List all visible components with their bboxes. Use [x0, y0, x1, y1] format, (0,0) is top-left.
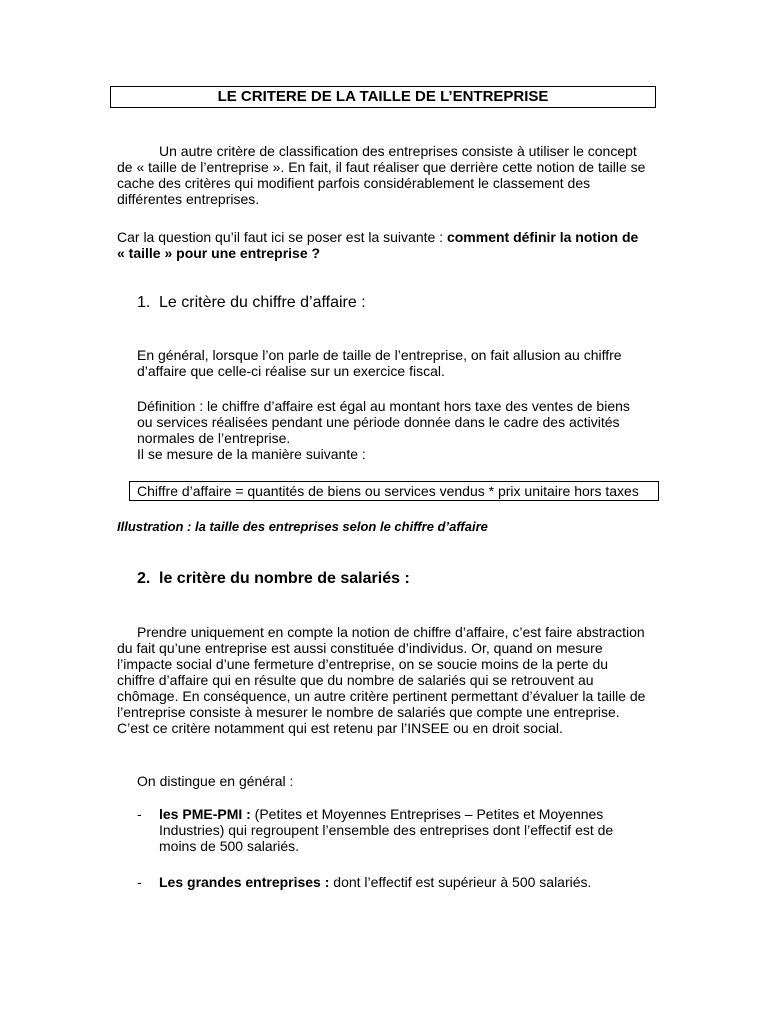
question-bold: comment définir la notion de	[446, 229, 639, 245]
section2-line: l’entreprise consiste à mesurer le nombre de salariés que compte une entreprise.	[117, 704, 620, 720]
section2-title: le critère du nombre de salariés :	[159, 570, 410, 587]
bullet-text: Industries) qui regroupent l’ensemble des entreprises dont l’effectif est de	[159, 822, 614, 838]
section2-line: C’est ce critère notamment qui est retenu par l’INSEE ou en droit social.	[117, 720, 563, 736]
illustration-caption: Illustration : la taille des entreprises selon le chiffre d’affaire	[117, 519, 488, 534]
distinguish-text: On distingue en général :	[137, 773, 294, 789]
section2-line: chiffre d’affaire qui en résulte que du nombre de salariés qui se retrouvent au	[117, 672, 594, 688]
definition-line: Définition : le chiffre d’affaire est égal au montant hors taxe des ventes de biens	[137, 398, 630, 414]
bullet-term: les PME-PMI :	[159, 806, 251, 822]
bullet-text: (Petites et Moyennes Entreprises – Petites et Moyennes	[250, 806, 604, 822]
page-title: LE CRITERE DE LA TAILLE DE L’ENTREPRISE	[110, 86, 656, 108]
bullet-body	[159, 874, 639, 890]
formula-box: Chiffre d’affaire = quantités de biens ou services vendus * prix unitaire hors taxes	[129, 481, 659, 501]
section1-para1	[137, 347, 657, 379]
bullet-text: moins de 500 salariés.	[159, 838, 300, 854]
section1-title: Le critère du chiffre d’affaire :	[159, 294, 366, 311]
section2-line: Prendre uniquement en compte la notion de chiffre d’affaire, c’est faire abstraction	[137, 624, 645, 640]
section2-line: chômage. En conséquence, un autre critère pertinent permettant d’évaluer la taille de	[117, 688, 646, 704]
section2-heading	[137, 570, 410, 588]
definition-line: normales de l’entreprise.	[137, 430, 291, 446]
intro-line: de « taille de l’entreprise ». En fait, il faut réaliser que derrière cette notion de taille se	[117, 159, 646, 175]
bullet-text: dont l’effectif est supérieur à 500 salariés.	[329, 874, 592, 890]
section2-paragraph	[117, 624, 657, 736]
question-bold-2: « taille » pour une entreprise ?	[117, 245, 321, 261]
question-text: Car la question qu’il faut ici se poser est la suivante :	[117, 229, 447, 245]
bullet-term: Les grandes entreprises :	[159, 874, 330, 890]
section2-line: du fait qu’une entreprise est aussi constituée d’individus. Or, quand on mesure	[117, 640, 603, 656]
bullet-dash: -	[137, 806, 142, 822]
bullet-body	[159, 806, 639, 854]
section1-para1-line: En général, lorsque l’on parle de taille de l’entreprise, on fait allusion au chiffre	[137, 347, 622, 363]
section2-number: 2.	[137, 570, 151, 587]
definition-paragraph	[137, 398, 657, 462]
definition-line: ou services réalisées pendant une période donnée dans le cadre des activités	[137, 414, 620, 430]
section1-heading	[137, 294, 366, 312]
intro-line: Un autre critère de classification des entreprises consiste à utiliser le concept	[159, 143, 637, 159]
section1-para1-line: d’affaire que celle-ci réalise sur un exercice fiscal.	[137, 363, 445, 379]
definition-line: Il se mesure de la manière suivante :	[137, 446, 366, 462]
section1-number: 1.	[137, 294, 151, 311]
question-paragraph	[117, 229, 652, 261]
intro-line: cache des critères qui modifient parfois considérablement le classement des	[117, 175, 591, 191]
bullet-dash: -	[137, 874, 142, 890]
intro-line: différentes entreprises.	[117, 191, 260, 207]
section2-line: l’impacte social d’une fermeture d’entreprise, on se soucie moins de la perte du	[117, 656, 609, 672]
intro-paragraph	[117, 143, 652, 207]
